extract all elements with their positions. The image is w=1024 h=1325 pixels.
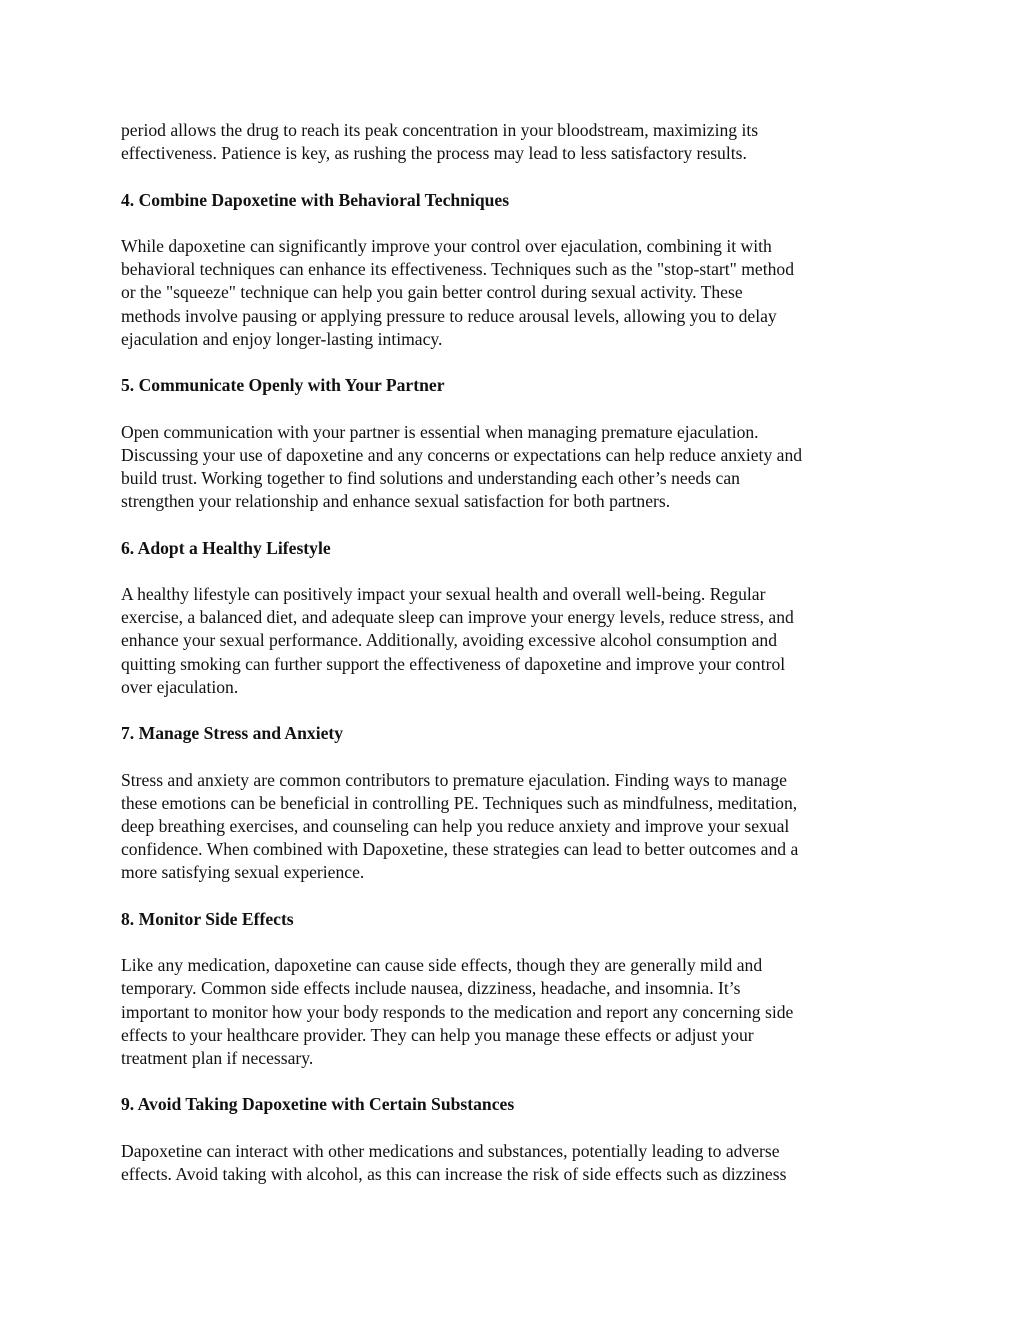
paragraph-line: behavioral techniques can enhance its effectiveness. Techniques such as the "stop-start" method (121, 259, 795, 280)
paragraph-line: over ejaculation. (121, 676, 239, 697)
paragraph-line: methods involve pausing or applying pressure to reduce arousal levels, allowing you to delay (121, 305, 777, 326)
paragraph-line: these emotions can be beneficial in controlling PE. Techniques such as mindfulness, meditation, (121, 792, 798, 813)
paragraph-line: Discussing your use of dapoxetine and any concerns or expectations can help reduce anxiety and (121, 444, 803, 465)
document-body (121, 119, 911, 1209)
paragraph-line: Like any medication, dapoxetine can cause side effects, though they are generally mild and (121, 955, 763, 976)
paragraph-line: Dapoxetine can interact with other medications and substances, potentially leading to adverse (121, 1140, 780, 1161)
paragraph-line: confidence. When combined with Dapoxetine, these strategies can lead to better outcomes and a (121, 839, 799, 860)
paragraph-line: more satisfying sexual experience. (121, 862, 365, 883)
paragraph (121, 1140, 911, 1186)
section-heading: 4. Combine Dapoxetine with Behavioral Techniques (121, 189, 510, 210)
paragraph-line: period allows the drug to reach its peak concentration in your bloodstream, maximizing its (121, 120, 759, 140)
section-heading: 6. Adopt a Healthy Lifestyle (121, 537, 331, 558)
section-heading: 5. Communicate Openly with Your Partner (121, 375, 445, 396)
paragraph-line: deep breathing exercises, and counseling can help you reduce anxiety and improve your sexual (121, 815, 790, 836)
paragraph (121, 235, 911, 351)
paragraph-line: Open communication with your partner is essential when managing premature ejaculation. (121, 421, 759, 442)
paragraph (121, 421, 911, 514)
section-heading: 7. Manage Stress and Anxiety (121, 723, 344, 744)
paragraph (121, 954, 911, 1070)
paragraph-line: or the "squeeze" technique can help you gain better control during sexual activity. These (121, 282, 743, 303)
paragraph (121, 583, 911, 699)
paragraph-line: quitting smoking can further support the effectiveness of dapoxetine and improve your control (121, 653, 786, 674)
paragraph-line: build trust. Working together to find solutions and understanding each other’s needs can (121, 467, 740, 488)
paragraph-line: important to monitor how your body responds to the medication and report any concerning side (121, 1001, 794, 1022)
paragraph-line: enhance your sexual performance. Additionally, avoiding excessive alcohol consumption and (121, 630, 777, 651)
paragraph-line: treatment plan if necessary. (121, 1047, 314, 1068)
paragraph-line: temporary. Common side effects include nausea, dizziness, headache, and insomnia. It’s (121, 978, 741, 999)
paragraph-line: effects to your healthcare provider. They can help you manage these effects or adjust your (121, 1024, 754, 1045)
section-heading: 9. Avoid Taking Dapoxetine with Certain Substances (121, 1094, 515, 1115)
paragraph (121, 119, 911, 165)
paragraph-line: Stress and anxiety are common contributors to premature ejaculation. Finding ways to manage (121, 769, 787, 790)
paragraph (121, 769, 911, 885)
paragraph-line: strengthen your relationship and enhance sexual satisfaction for both partners. (121, 491, 671, 512)
paragraph-line: effectiveness. Patience is key, as rushing the process may lead to less satisfactory results. (121, 143, 747, 164)
paragraph-line: exercise, a balanced diet, and adequate sleep can improve your energy levels, reduce stress, and (121, 607, 794, 628)
paragraph-line: effects. Avoid taking with alcohol, as this can increase the risk of side effects such as dizziness (121, 1163, 787, 1184)
section-heading: 8. Monitor Side Effects (121, 908, 294, 929)
paragraph-line: A healthy lifestyle can positively impact your sexual health and overall well-being. Regular (121, 583, 766, 604)
paragraph-line: ejaculation and enjoy longer-lasting intimacy. (121, 328, 443, 349)
paragraph-line: While dapoxetine can significantly improve your control over ejaculation, combining it with (121, 235, 772, 256)
